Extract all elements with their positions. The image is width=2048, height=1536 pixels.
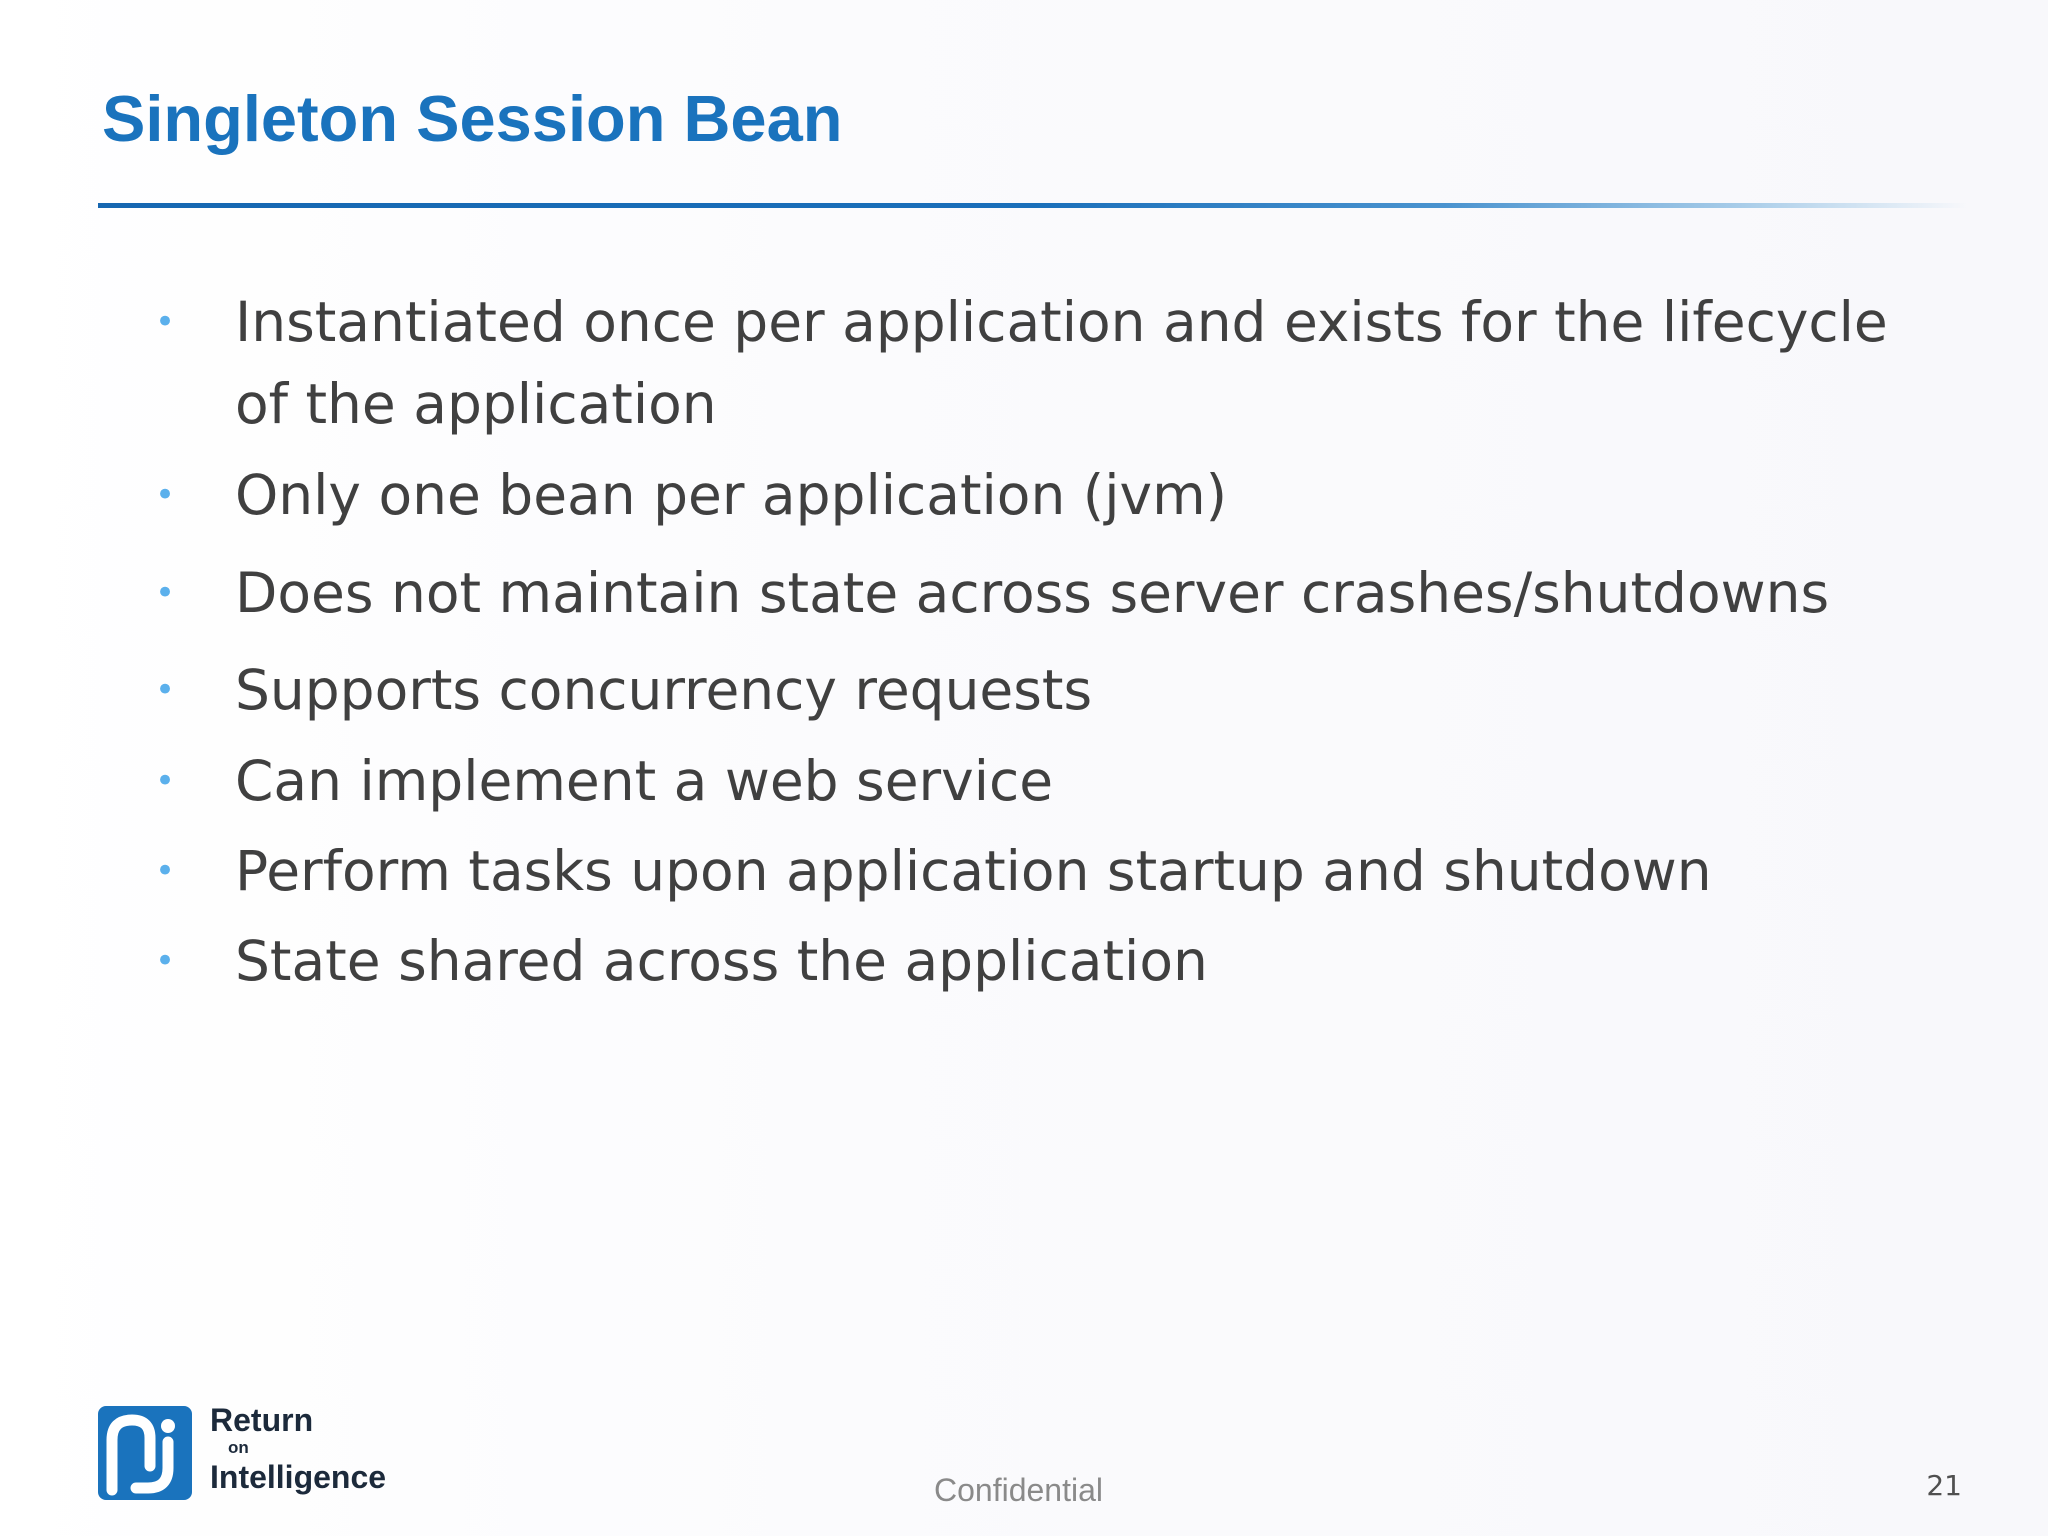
bullet-text: State shared across the application — [235, 929, 1208, 993]
bullet-text: Only one bean per application (jvm) — [235, 463, 1228, 527]
slide-title: Singleton Session Bean — [102, 82, 843, 155]
bullet-dot-icon: • — [155, 761, 176, 801]
page-number: 21 — [1926, 1469, 1962, 1502]
bullet-item — [155, 281, 1915, 445]
bullet-text: Perform tasks upon application startup and shutdown — [235, 839, 1712, 903]
bullet-item — [155, 649, 1915, 731]
bullet-dot-icon: • — [155, 302, 176, 342]
logo-line-return: Return — [210, 1402, 314, 1438]
ri-logo-icon — [98, 1406, 192, 1500]
logo-wordmark — [210, 1402, 386, 1496]
bullet-text: Can implement a web service — [235, 749, 1054, 813]
bullet-item — [155, 552, 1915, 634]
bullet-dot-icon: • — [155, 475, 176, 515]
bullet-dot-icon: • — [155, 941, 176, 981]
company-logo — [98, 1402, 398, 1504]
bullet-dot-icon: • — [155, 851, 176, 891]
bullet-text: Supports concurrency requests — [235, 658, 1093, 722]
confidential-label: Confidential — [934, 1472, 1103, 1508]
bullet-item — [155, 454, 1915, 536]
bullet-text: Does not maintain state across server crashes/shutdowns — [235, 561, 1830, 625]
bullet-dot-icon: • — [155, 573, 176, 613]
bullet-text: Instantiated once per application and exists for the lifecycle of the application — [235, 290, 1888, 436]
title-divider — [98, 203, 1968, 208]
bullet-item — [155, 740, 1915, 822]
bullet-item — [155, 920, 1915, 1002]
logo-line-intelligence: Intelligence — [210, 1459, 387, 1495]
bullet-dot-icon: • — [155, 670, 176, 710]
bullet-item — [155, 830, 1915, 912]
logo-line-on: on — [228, 1438, 249, 1457]
